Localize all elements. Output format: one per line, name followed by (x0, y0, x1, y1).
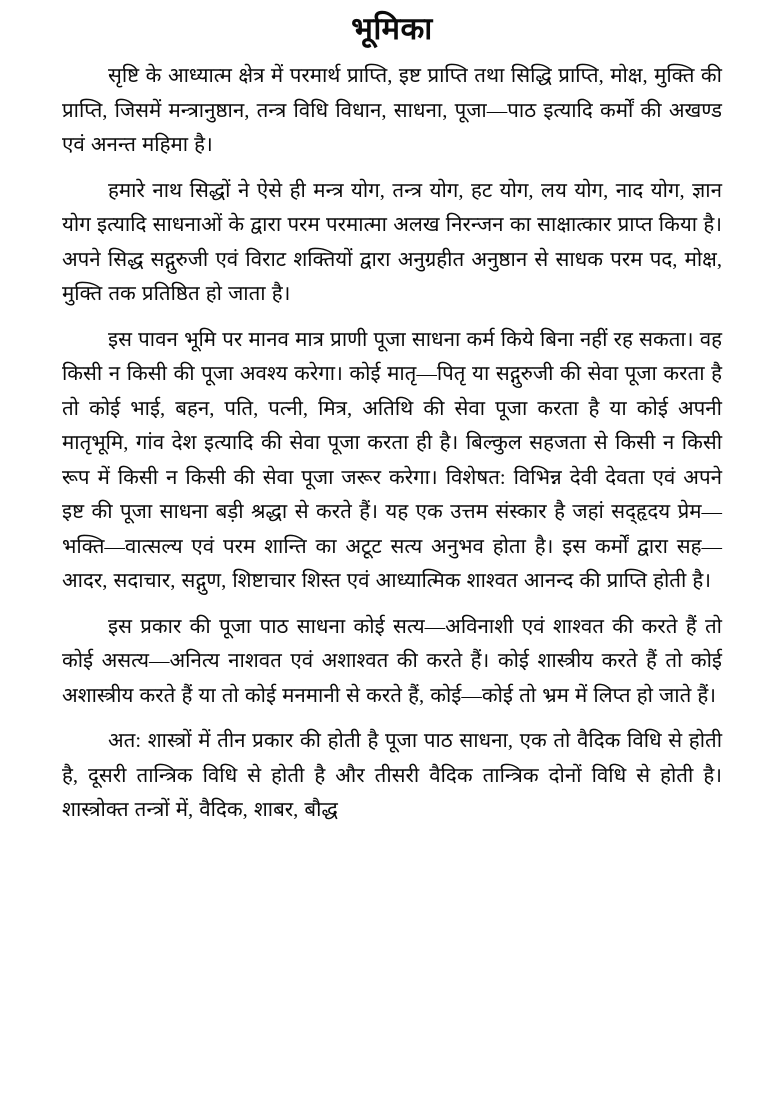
paragraph: इस पावन भूमि पर मानव मात्र प्राणी पूजा साधना कर्म किये बिना नहीं रह सकता। वह किसी न किसी की पूजा अवश्य करेगा। कोई मातृ—पितृ या सद्गुरुजी की सेवा पूजा करता है तो कोई भाई, बहन, पति, पत्नी, मित्र, अतिथि की सेवा पूजा करता है या कोई अपनी मातृभूमि, गांव देश इत्यादि की सेवा पूजा करता ही है। बिल्कुल सहजता से किसी न किसी रूप में किसी न किसी की सेवा पूजा जरूर करेगा। विशेषत: विभिन्न देवी देवता एवं अपने इष्ट की पूजा साधना बड़ी श्रद्धा से करते हैं। यह एक उत्तम संस्कार है जहां सद्हृदय प्रेम—भक्ति—वात्सल्य एवं परम शान्ति का अटूट सत्य अनुभव होता है। इस कर्मों द्वारा सह—आदर, सदाचार, सद्गुण, शिष्टाचार शिस्त एवं आध्यात्मिक शाश्वत आनन्द की प्राप्ति होती है। (62, 328, 722, 593)
paragraph: हमारे नाथ सिद्धों ने ऐसे ही मन्त्र योग, तन्त्र योग, हट योग, लय योग, नाद योग, ज्ञान योग इत्यादि साधनाओं के द्वारा परम परमात्मा अलख निरन्जन का साक्षात्कार प्राप्त किया है। अपने सिद्ध सद्गुरुजी एवं विराट शक्तियों द्वारा अनुग्रहीत अनुष्ठान से साधक परम पद, मोक्ष, मुक्ति तक प्रतिष्ठित हो जाता है। (62, 179, 722, 306)
page-title: भूमिका (351, 11, 433, 46)
paragraph: इस प्रकार की पूजा पाठ साधना कोई सत्य—अविनाशी एवं शाश्वत की करते हैं तो कोई असत्य—अनित्य नाशवत एवं अशाश्वत की करते हैं। कोई शास्त्रीय करते हैं तो कोई अशास्त्रीय करते हैं या तो कोई मनमानी से करते हैं, कोई—कोई तो भ्रम में लिप्त हो जाते हैं। (62, 615, 722, 707)
paragraph: अत: शास्त्रों में तीन प्रकार की होती है पूजा पाठ साधना, एक तो वैदिक विधि से होती है, दूसरी तान्त्रिक विधि से होती है और तीसरी वैदिक तान्त्रिक दोनों विधि से होती है। शास्त्रोक्त तन्त्रों में, वैदिक, शाबर, बौद्ध (62, 730, 722, 822)
paragraph: सृष्टि के आध्यात्म क्षेत्र में परमार्थ प्राप्ति, इष्ट प्राप्ति तथा सिद्धि प्राप्ति, मोक्ष, मुक्ति की प्राप्ति, जिसमें मन्त्रानुष्ठान, तन्त्र विधि विधान, साधना, पूजा—पाठ इत्यादि कर्मों की अखण्ड एवं अनन्त महिमा है। (62, 65, 722, 157)
